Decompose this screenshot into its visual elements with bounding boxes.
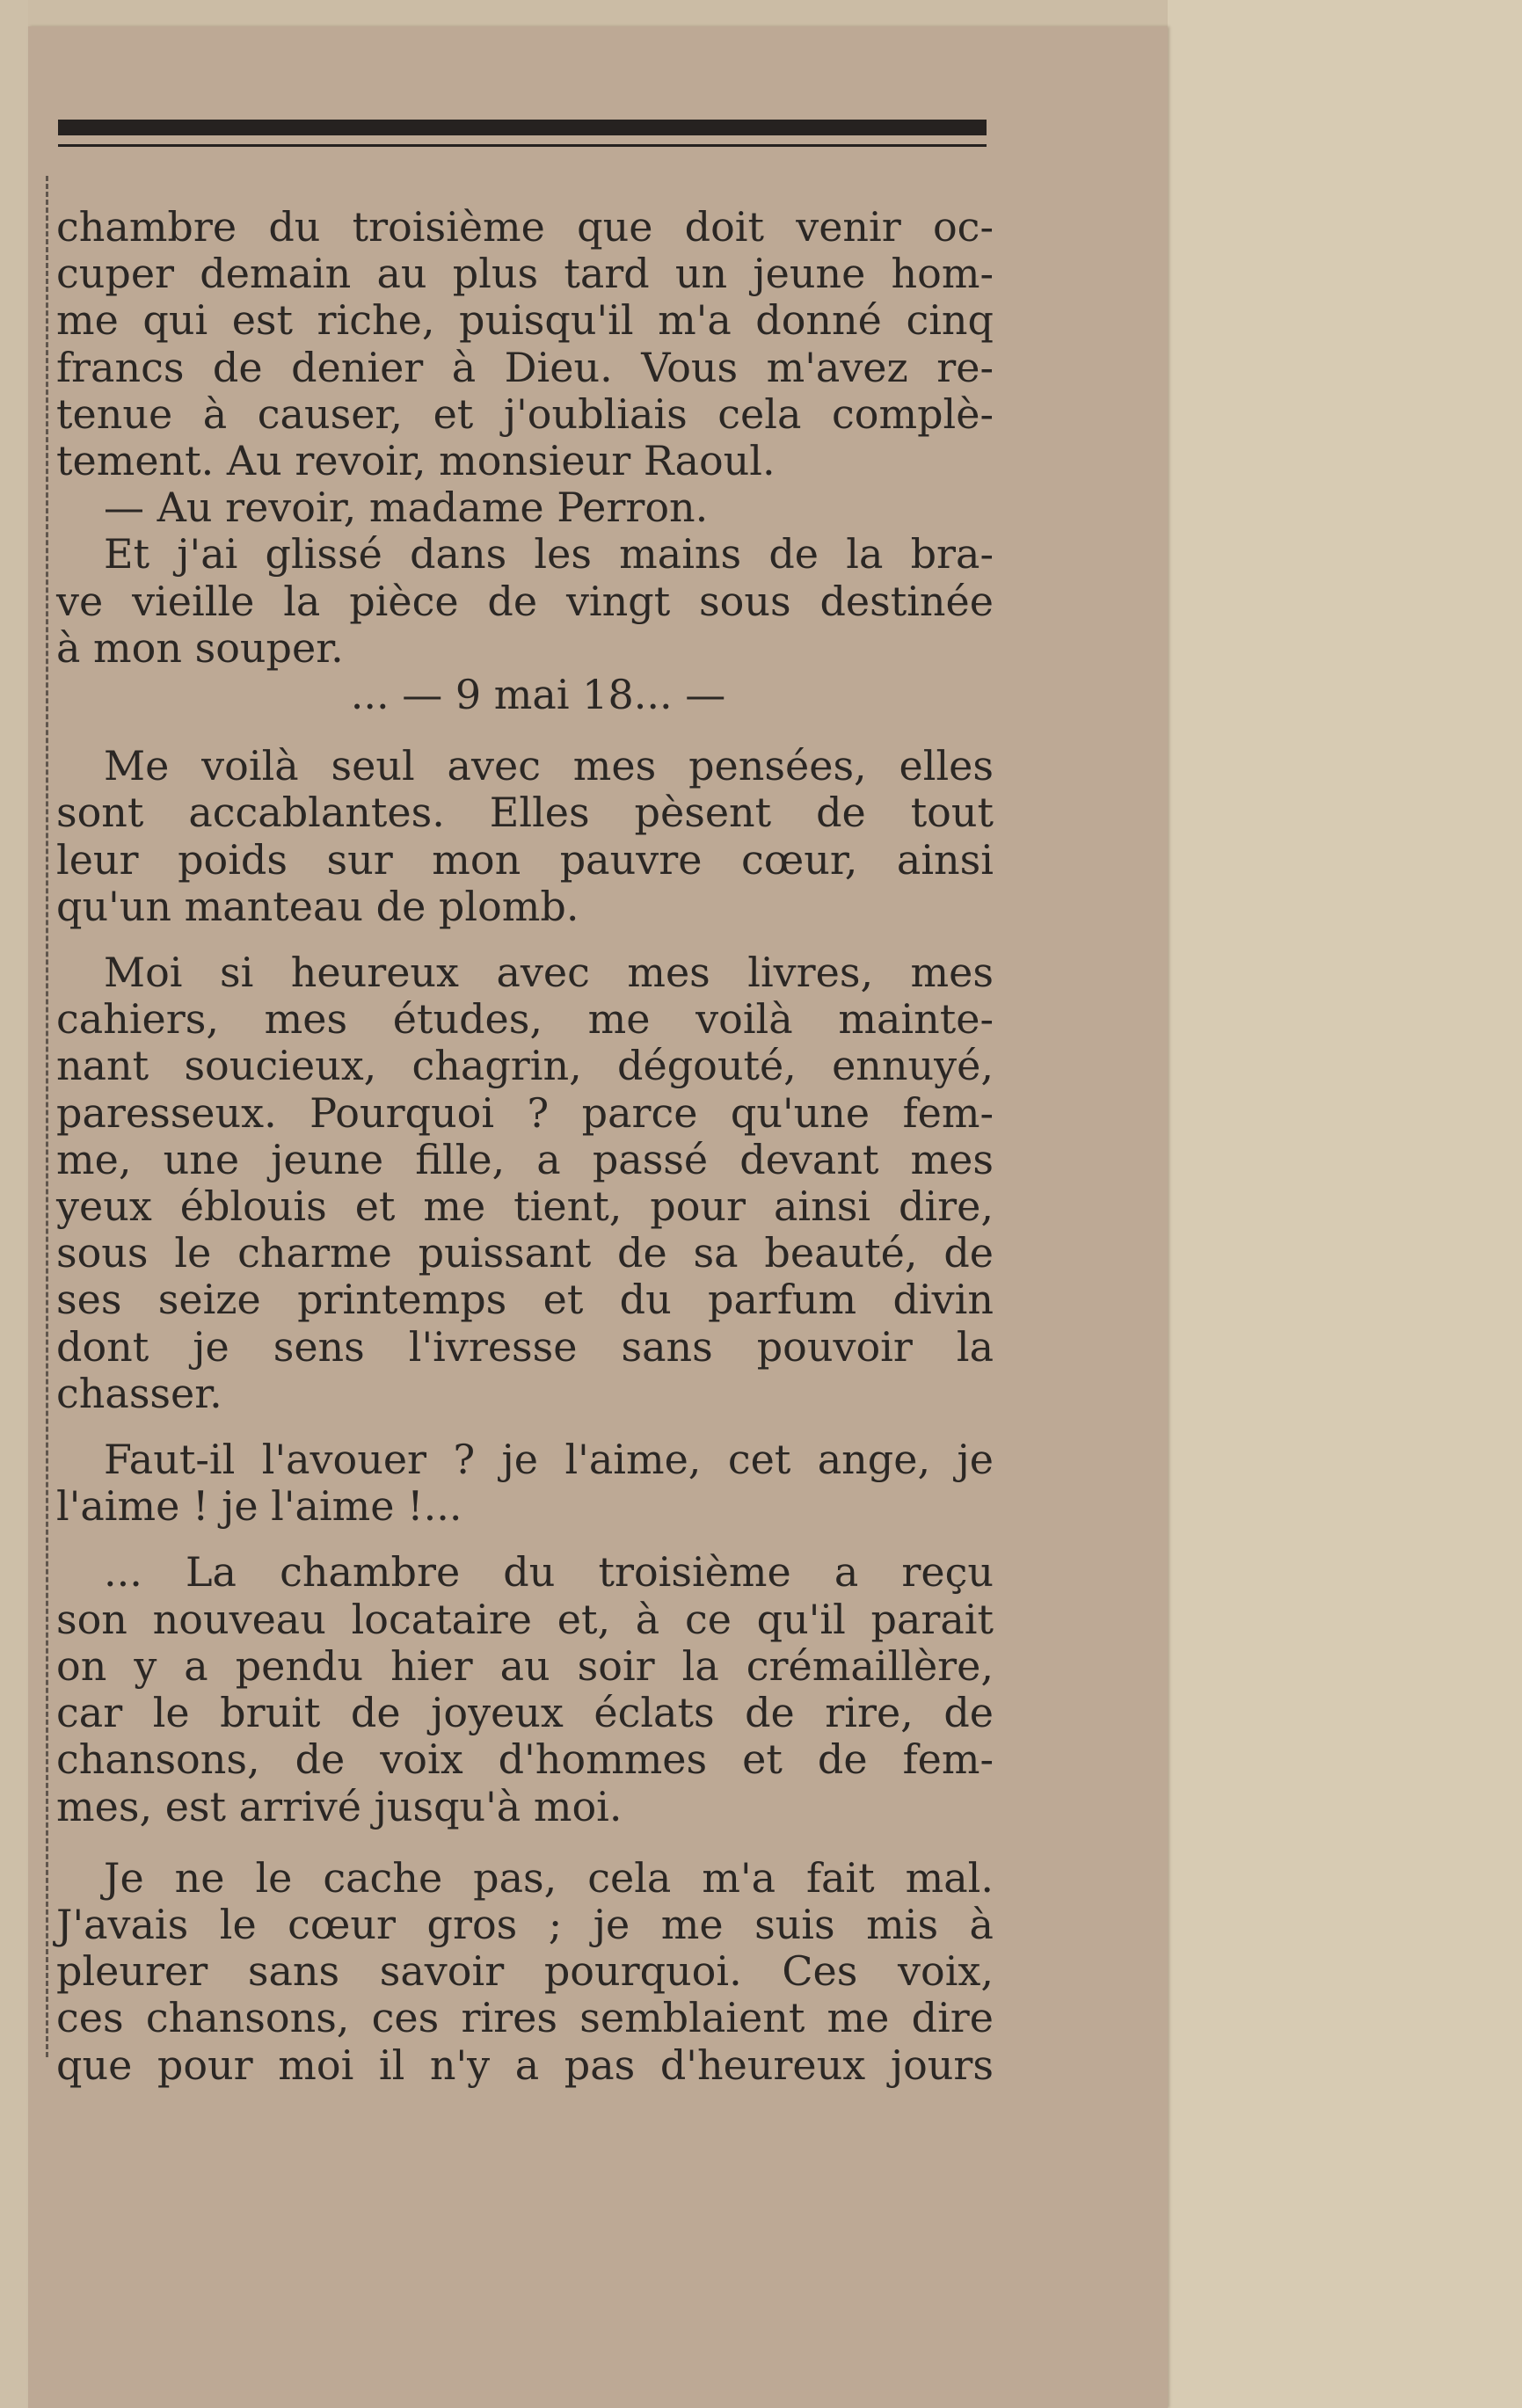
paragraph-8 bbox=[56, 1549, 994, 1830]
top-margin-strip bbox=[28, 0, 1168, 30]
paragraph-gap bbox=[56, 1530, 994, 1549]
text-line: Et j'ai glissé dans les mains de la bra- bbox=[104, 530, 994, 578]
paragraph-3 bbox=[56, 531, 994, 672]
text-line: dont je sens l'ivresse sans pouvoir la bbox=[56, 1322, 994, 1371]
text-line: chansons, de voix d'hommes et de fem- bbox=[56, 1735, 994, 1784]
text-line: Me voilà seul avec mes pensées, elles bbox=[104, 742, 994, 790]
text-line: pleurer sans savoir pourquoi. Ces voix, bbox=[56, 1947, 994, 1996]
paragraph-5 bbox=[56, 743, 994, 930]
text-line: chambre du troisième que doit venir oc- bbox=[56, 203, 994, 251]
text-line: on y a pendu hier au soir la crémaillère, bbox=[56, 1641, 994, 1690]
text-line: sous le charme puissant de sa beauté, de bbox=[56, 1229, 994, 1277]
text-line: chasser. bbox=[56, 1369, 222, 1417]
text-line: cuper demain au plus tard un jeune hom- bbox=[56, 250, 994, 298]
text-line: tenue à causer, et j'oubliais cela complè- bbox=[56, 389, 994, 438]
text-line: francs de denier à Dieu. Vous m'avez re- bbox=[56, 343, 994, 391]
text-line: tement. Au revoir, monsieur Raoul. bbox=[56, 437, 776, 485]
text-line: son nouveau locataire et, à ce qu'il parait bbox=[56, 1595, 994, 1643]
text-line: qu'un manteau de plomb. bbox=[56, 882, 579, 930]
text-line: ces chansons, ces rires semblaient me dire bbox=[56, 1994, 994, 2042]
text-line: ses seize printemps et du parfum divin bbox=[56, 1276, 994, 1324]
paragraph-gap bbox=[56, 1417, 994, 1437]
text-line: J'avais le cœur gros ; je me suis mis à bbox=[56, 1900, 994, 1948]
text-line: paresseux. Pourquoi ? parce qu'une fem- bbox=[56, 1088, 994, 1137]
text-line: l'aime ! je l'aime !... bbox=[56, 1482, 462, 1531]
text-line: — Au revoir, madame Perron. bbox=[104, 484, 709, 532]
paragraph-7 bbox=[56, 1437, 994, 1530]
text-line: car le bruit de joyeux éclats de rire, de bbox=[56, 1689, 994, 1737]
text-line: Je ne le cache pas, cela m'a fait mal. bbox=[104, 1853, 994, 1902]
text-line: me, une jeune fille, a passé devant mes bbox=[56, 1135, 994, 1183]
text-line: mes, est arrivé jusqu'à moi. bbox=[56, 1782, 623, 1830]
text-line: yeux éblouis et me tient, pour ainsi dire, bbox=[56, 1182, 994, 1231]
section-gap bbox=[56, 718, 994, 743]
text-line: Faut-il l'avouer ? je l'aime, cet ange, je bbox=[104, 1436, 994, 1484]
paragraph-2 bbox=[56, 484, 994, 531]
backing-board bbox=[1168, 0, 1522, 2408]
article-column bbox=[56, 204, 994, 2089]
text-line: nant soucieux, chagrin, dégouté, ennuyé, bbox=[56, 1042, 994, 1090]
date-line: ... — 9 mai 18... — bbox=[350, 671, 726, 719]
column-header-rule-thin bbox=[58, 144, 987, 147]
text-line: à mon souper. bbox=[56, 623, 344, 672]
text-line: me qui est riche, puisqu'il m'a donné cinq bbox=[56, 296, 994, 345]
paragraph-9 bbox=[56, 1855, 994, 2089]
text-line: ... La chambre du troisième a reçu bbox=[104, 1548, 994, 1597]
paragraph-1 bbox=[56, 204, 994, 484]
text-line: sont accablantes. Elles pèsent de tout bbox=[56, 789, 994, 837]
date-heading bbox=[56, 672, 994, 718]
text-line: leur poids sur mon pauvre cœur, ainsi bbox=[56, 835, 994, 884]
paragraph-gap bbox=[56, 1830, 994, 1855]
column-separator-line bbox=[46, 176, 48, 2057]
text-line: Moi si heureux avec mes livres, mes bbox=[104, 949, 994, 997]
text-line: cahiers, mes études, me voilà mainte- bbox=[56, 995, 994, 1044]
text-line: que pour moi il n'y a pas d'heureux jours bbox=[56, 2041, 994, 2089]
paragraph-6 bbox=[56, 949, 994, 1417]
text-line: ve vieille la pièce de vingt sous destinée bbox=[56, 577, 994, 625]
paragraph-gap bbox=[56, 930, 994, 949]
column-header-rule-thick bbox=[58, 120, 987, 135]
